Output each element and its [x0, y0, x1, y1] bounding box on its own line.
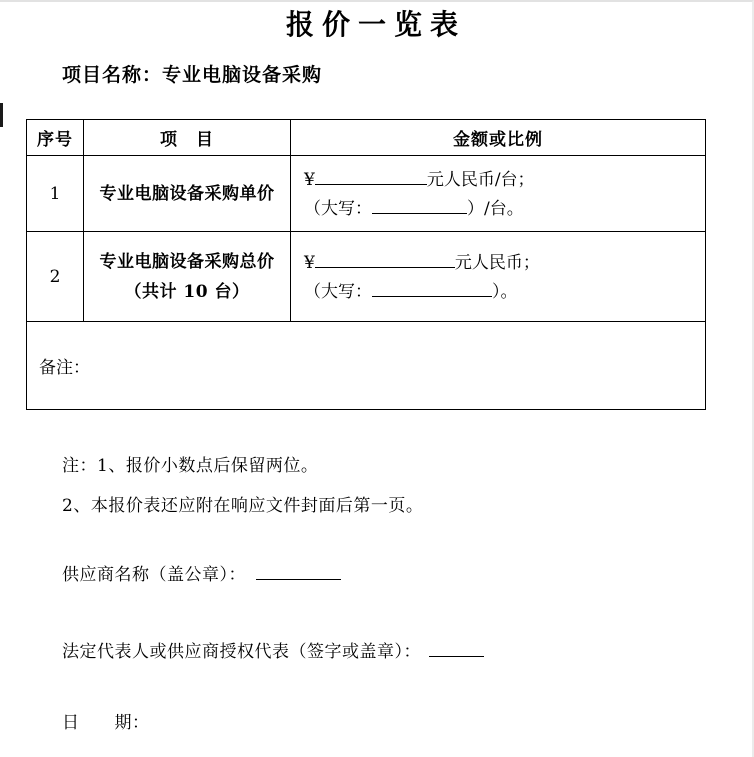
item-name: 专业电脑设备采购单价	[99, 183, 275, 204]
item-name: 专业电脑设备采购总价	[99, 251, 275, 272]
remark-cell	[27, 322, 706, 410]
amount-fill-blank[interactable]	[315, 251, 455, 268]
supplier-name-line	[62, 563, 752, 585]
amount-figure-line	[304, 167, 697, 193]
note-line-2: 2、本报价表还应附在响应文件封面后第一页。	[62, 496, 424, 516]
amount-unit-text: 元人民币/台；	[426, 170, 535, 190]
amount-words-line	[304, 279, 697, 305]
legal-representative-label: 法定代表人或供应商授权代表（签字或盖章）：	[62, 642, 421, 662]
note-line-1: 注：1、报价小数点后保留两位。	[62, 456, 319, 476]
legal-representative-line	[62, 640, 752, 662]
remark-label: 备注：	[39, 358, 90, 378]
page-title: 报价一览表	[285, 8, 466, 41]
currency-symbol: ¥	[304, 253, 315, 273]
item-name-cell	[84, 156, 291, 232]
table-header-row	[27, 120, 706, 156]
supplier-name-label: 供应商名称（盖公章）：	[62, 565, 246, 585]
amount-cell	[291, 156, 706, 232]
amount-words-fill-blank[interactable]	[372, 280, 492, 297]
amount-unit-text: 元人民币；	[454, 253, 540, 273]
amount-fill-blank[interactable]	[315, 168, 427, 185]
table-remark-row	[27, 322, 706, 410]
amount-words-suffix: ）。	[492, 282, 518, 302]
page-edge-artifact	[0, 103, 3, 127]
serial-number: 1	[27, 156, 84, 232]
supplier-name-fill-blank[interactable]	[256, 563, 341, 580]
amount-words-fill-blank[interactable]	[372, 197, 467, 214]
project-name-label: 项目名称：专业电脑设备采购	[62, 64, 323, 86]
legal-representative-fill-blank[interactable]	[429, 640, 484, 657]
currency-symbol: ¥	[304, 170, 315, 190]
amount-figure-line	[304, 250, 697, 276]
amount-words-prefix: （大写：	[304, 199, 372, 219]
col-header-amount: 金额或比例	[291, 120, 706, 156]
table-row-total-price	[27, 232, 706, 322]
serial-number: 2	[27, 232, 84, 322]
col-header-item: 项 目	[84, 120, 291, 156]
table-row-unit-price	[27, 156, 706, 232]
quotation-table	[26, 119, 706, 410]
date-line: 日 期：	[62, 713, 150, 733]
col-header-serial: 序号	[27, 120, 84, 156]
amount-words-prefix: （大写：	[304, 282, 372, 302]
item-name-cell	[84, 232, 291, 322]
item-quantity-note: （共计 10 台）	[124, 281, 250, 302]
amount-cell	[291, 232, 706, 322]
amount-words-suffix: ）/台。	[467, 199, 524, 219]
amount-words-line	[304, 196, 697, 222]
